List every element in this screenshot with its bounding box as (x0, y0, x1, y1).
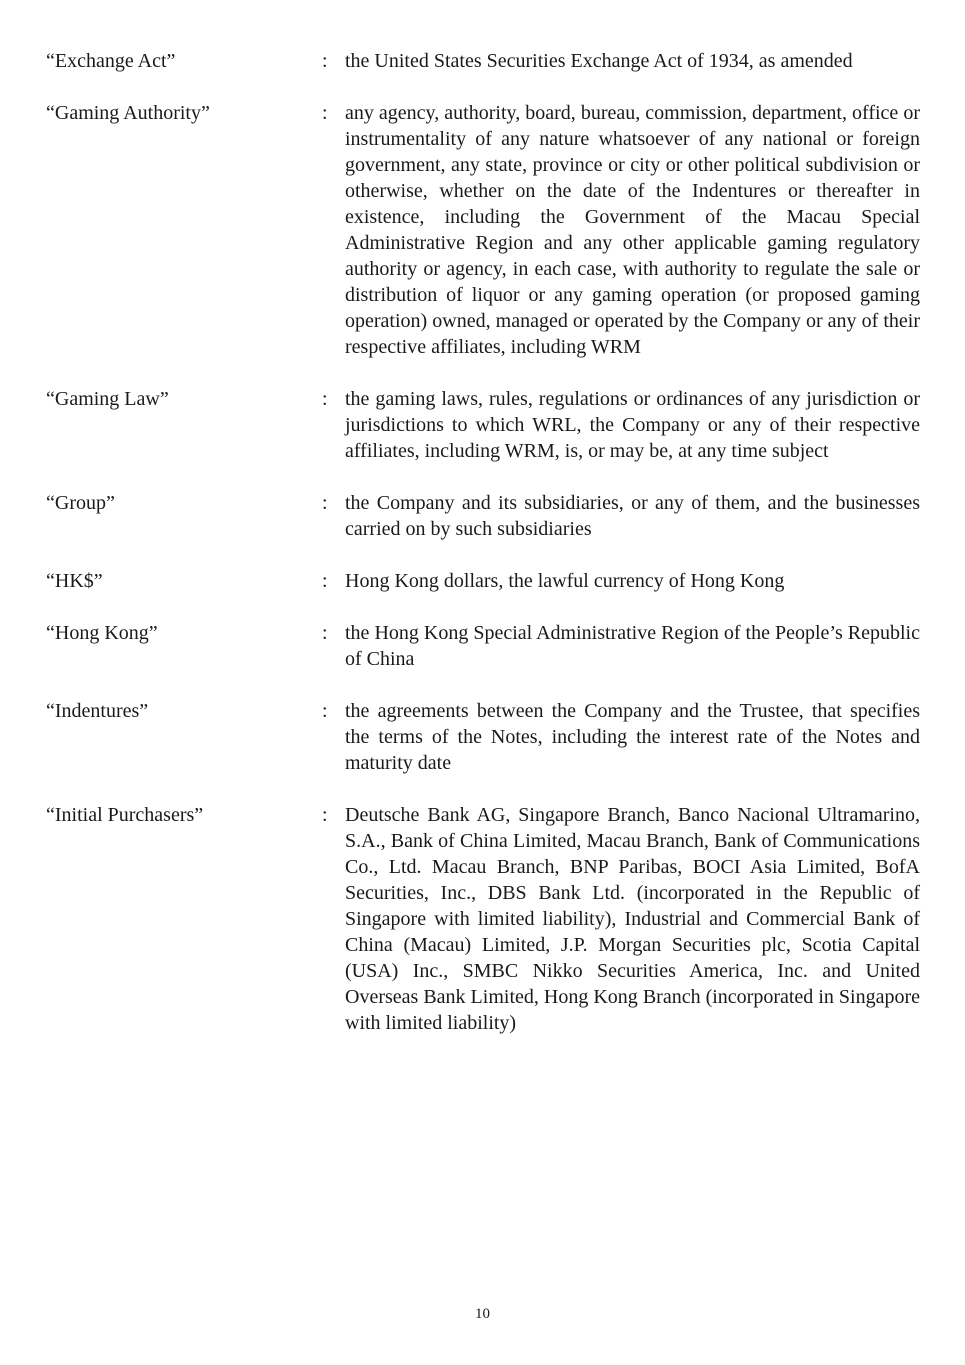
definition-hk-dollar (46, 568, 920, 594)
definition-hong-kong (46, 620, 920, 672)
definition-term: “HK$” (46, 570, 103, 592)
definition-meaning: the Hong Kong Special Administrative Region of the People’s Republic of China (345, 622, 920, 670)
definition-initial-purchasers (46, 802, 920, 1036)
definitions-list (46, 48, 920, 1062)
definition-meaning: Hong Kong dollars, the lawful currency of Hong Kong (345, 570, 785, 592)
definition-group (46, 490, 920, 542)
definition-separator: : (322, 102, 328, 124)
definition-separator: : (322, 622, 328, 644)
definition-term: “Gaming Authority” (46, 102, 210, 124)
definition-term: “Gaming Law” (46, 388, 169, 410)
definition-gaming-authority (46, 100, 920, 360)
definition-meaning: the gaming laws, rules, regulations or ordinances of any jurisdiction or jurisdictions to which WRL, the Company or any of their respective affiliates, including WRM, is, or may be, at any time subject (345, 388, 920, 462)
definition-separator: : (322, 50, 328, 72)
definition-meaning: the agreements between the Company and the Trustee, that specifies the terms of the Notes, including the interest rate of the Notes and maturity date (345, 700, 920, 774)
definition-term: “Indentures” (46, 700, 149, 722)
definition-meaning: Deutsche Bank AG, Singapore Branch, Banco Nacional Ultramarino, S.A., Bank of China Limited, Macau Branch, Bank of Communications Co., Ltd. Macau Branch, BNP Paribas, BOCI Asia Limited, BofA Securities, Inc., DBS Bank Ltd. (incorporated in the Republic of Singapore with limited liability), Industrial and Commercial Bank of China (Macau) Limited, J.P. Morgan Securities plc, Scotia Capital (USA) Inc., SMBC Nikko Securities America, Inc. and United Overseas Bank Limited, Hong Kong Branch (incorporated in Singapore with limited liability) (345, 804, 920, 1034)
definition-term: “Hong Kong” (46, 622, 158, 644)
definition-term: “Initial Purchasers” (46, 804, 204, 826)
definition-meaning: the Company and its subsidiaries, or any of them, and the businesses carried on by such subsidiaries (345, 492, 920, 540)
definition-separator: : (322, 570, 328, 592)
definition-meaning: any agency, authority, board, bureau, commission, department, office or instrumentality of any nature whatsoever of any national or foreign government, any state, province or city or other political subdivision or otherwise, whether on the date of the Indentures or thereafter in existence, including the Government of the Macau Special Administrative Region and any other applicable gaming regulatory authority or agency, in each case, with authority to regulate the sale or distribution of liquor or any gaming operation (or proposed gaming operation) owned, managed or operated by the Company or any of their respective affiliates, including WRM (345, 102, 920, 358)
definition-separator: : (322, 804, 328, 826)
definition-gaming-law (46, 386, 920, 464)
definition-separator: : (322, 700, 328, 722)
definition-separator: : (322, 388, 328, 410)
definition-separator: : (322, 492, 328, 514)
definition-meaning: the United States Securities Exchange Act of 1934, as amended (345, 50, 853, 72)
definition-exchange-act (46, 48, 920, 74)
definition-term: “Group” (46, 492, 115, 514)
definition-term: “Exchange Act” (46, 50, 176, 72)
page-number: 10 (475, 1306, 490, 1322)
definition-indentures (46, 698, 920, 776)
